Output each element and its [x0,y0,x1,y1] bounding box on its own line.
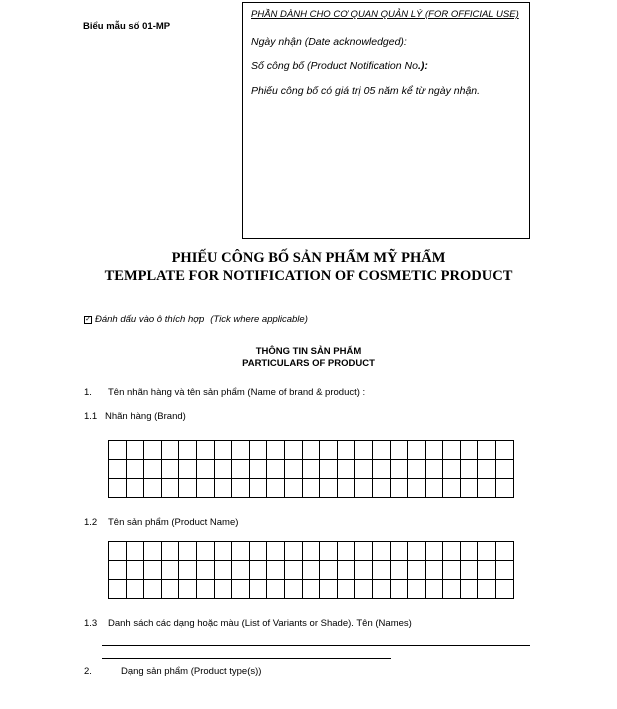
grid-cell[interactable] [425,580,443,599]
grid-cell[interactable] [337,441,355,460]
grid-cell[interactable] [179,441,197,460]
grid-cell[interactable] [390,542,408,561]
grid-cell[interactable] [478,580,496,599]
grid-cell[interactable] [249,479,267,498]
tick-note-en: (Tick where applicable) [210,314,308,325]
variants-entry-line-1[interactable] [102,645,530,646]
grid-cell[interactable] [109,561,127,580]
item-1-3-label: Danh sách các dạng hoặc màu (List of Variants or Shade). Tên (Names) [108,618,412,629]
grid-cell[interactable] [126,441,144,460]
grid-cell[interactable] [337,561,355,580]
grid-cell[interactable] [320,441,338,460]
notification-number-label: Số công bố (Product Notification No [251,60,418,72]
variants-entry-line-2[interactable] [102,658,391,659]
grid-cell[interactable] [355,561,373,580]
grid-cell[interactable] [320,580,338,599]
grid-cell[interactable] [320,542,338,561]
grid-cell[interactable] [302,460,320,479]
grid-cell[interactable] [161,561,179,580]
notification-number-suffix: .): [417,60,428,72]
grid-row [109,561,514,580]
grid-cell[interactable] [425,479,443,498]
grid-cell[interactable] [302,561,320,580]
grid-cell[interactable] [372,580,390,599]
grid-cell[interactable] [478,542,496,561]
item-2-number: 2. [84,666,92,677]
grid-cell[interactable] [355,542,373,561]
form-code: Biểu mẫu số 01-MP [83,21,171,32]
grid-cell[interactable] [337,460,355,479]
grid-cell[interactable] [302,542,320,561]
grid-cell[interactable] [249,441,267,460]
grid-cell[interactable] [126,460,144,479]
title-vietnamese: PHIẾU CÔNG BỐ SẢN PHẨM MỸ PHẨM [171,250,446,266]
grid-cell[interactable] [284,580,302,599]
grid-cell[interactable] [372,561,390,580]
grid-cell[interactable] [214,441,232,460]
grid-cell[interactable] [284,561,302,580]
grid-cell[interactable] [496,460,514,479]
grid-cell[interactable] [109,580,127,599]
grid-cell[interactable] [478,441,496,460]
item-1-1-label: Nhãn hàng (Brand) [105,411,186,422]
grid-cell[interactable] [196,460,214,479]
grid-cell[interactable] [267,479,285,498]
grid-cell[interactable] [355,441,373,460]
grid-cell[interactable] [425,460,443,479]
grid-row [109,460,514,479]
grid-cell[interactable] [372,479,390,498]
grid-cell[interactable] [196,561,214,580]
validity-note: Phiếu công bố có giá trị 05 năm kể từ ngày nhận. [251,85,481,97]
grid-cell[interactable] [320,479,338,498]
product-name-entry-grid[interactable] [108,541,514,599]
grid-cell[interactable] [372,460,390,479]
grid-cell[interactable] [302,580,320,599]
grid-cell[interactable] [126,479,144,498]
grid-cell[interactable] [249,542,267,561]
grid-row [109,580,514,599]
grid-cell[interactable] [109,460,127,479]
grid-cell[interactable] [126,580,144,599]
grid-cell[interactable] [179,561,197,580]
grid-cell[interactable] [460,561,478,580]
grid-cell[interactable] [232,479,250,498]
grid-cell[interactable] [249,561,267,580]
grid-cell[interactable] [443,561,461,580]
grid-cell[interactable] [372,542,390,561]
grid-cell[interactable] [214,542,232,561]
grid-cell[interactable] [267,580,285,599]
notification-number-field [251,60,428,72]
grid-cell[interactable] [232,542,250,561]
item-1-2-label: Tên sản phẩm (Product Name) [108,517,239,528]
grid-cell[interactable] [460,542,478,561]
grid-cell[interactable] [337,479,355,498]
grid-cell[interactable] [372,441,390,460]
grid-row [109,542,514,561]
grid-cell[interactable] [144,580,162,599]
checkbox-ticked-icon: ✓ [85,315,91,323]
grid-cell[interactable] [126,542,144,561]
brand-entry-grid[interactable] [108,440,514,498]
grid-cell[interactable] [496,580,514,599]
grid-cell[interactable] [425,561,443,580]
grid-cell[interactable] [443,580,461,599]
grid-cell[interactable] [232,580,250,599]
grid-cell[interactable] [478,561,496,580]
grid-cell[interactable] [320,460,338,479]
grid-cell[interactable] [460,580,478,599]
grid-cell[interactable] [109,441,127,460]
grid-cell[interactable] [109,479,127,498]
grid-cell[interactable] [443,479,461,498]
grid-cell[interactable] [144,542,162,561]
item-1-number: 1. [84,387,92,398]
grid-cell[interactable] [196,441,214,460]
grid-cell[interactable] [267,542,285,561]
grid-cell[interactable] [408,441,426,460]
grid-cell[interactable] [496,561,514,580]
grid-cell[interactable] [179,580,197,599]
grid-cell[interactable] [284,460,302,479]
grid-cell[interactable] [109,542,127,561]
grid-cell[interactable] [144,460,162,479]
grid-cell[interactable] [179,542,197,561]
grid-cell[interactable] [408,460,426,479]
official-box-title: PHẦN DÀNH CHO CƠ QUAN QUẢN LÝ (FOR OFFICIAL USE) [251,9,519,20]
grid-cell[interactable] [337,542,355,561]
grid-cell[interactable] [390,580,408,599]
grid-cell[interactable] [267,441,285,460]
item-1-2-number: 1.2 [84,517,98,528]
title-english: TEMPLATE FOR NOTIFICATION OF COSMETIC PRODUCT [104,268,513,284]
grid-cell[interactable] [249,580,267,599]
grid-cell[interactable] [284,441,302,460]
official-use-box [242,2,530,239]
section-title-vi: THÔNG TIN SẢN PHẨM [255,346,362,357]
grid-cell[interactable] [390,441,408,460]
grid-cell[interactable] [443,460,461,479]
grid-cell[interactable] [390,460,408,479]
grid-cell[interactable] [161,580,179,599]
grid-row [109,441,514,460]
grid-cell[interactable] [496,441,514,460]
grid-cell[interactable] [214,460,232,479]
grid-cell[interactable] [144,441,162,460]
grid-cell[interactable] [496,479,514,498]
grid-cell[interactable] [196,542,214,561]
grid-cell[interactable] [284,542,302,561]
grid-cell[interactable] [408,561,426,580]
item-1-1-number: 1.1 [84,411,98,422]
grid-cell[interactable] [390,561,408,580]
grid-cell[interactable] [161,460,179,479]
grid-cell[interactable] [408,542,426,561]
grid-cell[interactable] [196,580,214,599]
grid-cell[interactable] [214,561,232,580]
grid-cell[interactable] [249,460,267,479]
grid-cell[interactable] [443,542,461,561]
grid-cell[interactable] [337,580,355,599]
grid-row [109,479,514,498]
grid-cell[interactable] [161,441,179,460]
grid-cell[interactable] [460,441,478,460]
grid-cell[interactable] [425,441,443,460]
grid-cell[interactable] [478,460,496,479]
grid-cell[interactable] [214,580,232,599]
grid-cell[interactable] [126,561,144,580]
grid-cell[interactable] [232,441,250,460]
grid-cell[interactable] [161,479,179,498]
grid-cell[interactable] [390,479,408,498]
grid-cell[interactable] [478,479,496,498]
grid-cell[interactable] [355,479,373,498]
tick-note [84,314,308,325]
grid-cell[interactable] [179,479,197,498]
grid-cell[interactable] [355,460,373,479]
grid-cell[interactable] [408,479,426,498]
grid-cell[interactable] [496,542,514,561]
grid-cell[interactable] [408,580,426,599]
grid-cell[interactable] [460,479,478,498]
grid-cell[interactable] [179,460,197,479]
item-2-label: Dạng sản phẩm (Product type(s)) [121,666,262,677]
section-title-en: PARTICULARS OF PRODUCT [242,358,375,369]
date-acknowledged-field: Ngày nhận (Date acknowledged): [251,36,407,48]
grid-cell[interactable] [284,479,302,498]
item-1-3-number: 1.3 [84,618,98,629]
grid-cell[interactable] [425,542,443,561]
grid-cell[interactable] [460,460,478,479]
grid-cell[interactable] [267,460,285,479]
grid-cell[interactable] [355,580,373,599]
grid-cell[interactable] [443,441,461,460]
tick-note-vi: Đánh dấu vào ô thích hợp [95,314,205,325]
grid-cell[interactable] [144,479,162,498]
grid-cell[interactable] [267,561,285,580]
grid-cell[interactable] [232,460,250,479]
grid-cell[interactable] [320,561,338,580]
grid-cell[interactable] [232,561,250,580]
grid-cell[interactable] [144,561,162,580]
grid-cell[interactable] [302,479,320,498]
grid-cell[interactable] [196,479,214,498]
grid-cell[interactable] [161,542,179,561]
grid-cell[interactable] [302,441,320,460]
grid-cell[interactable] [214,479,232,498]
item-1-label: Tên nhãn hàng và tên sản phẩm (Name of brand & product) : [108,387,366,398]
